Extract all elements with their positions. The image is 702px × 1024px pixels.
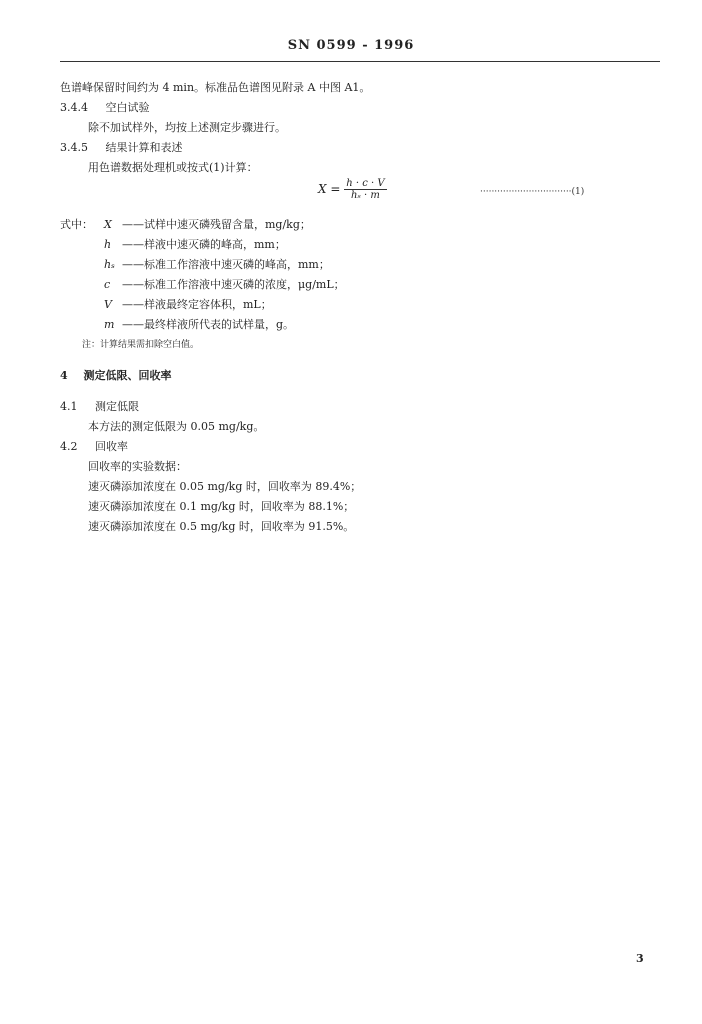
section-3-4-5-text: 用色谱数据处理机或按式(1)计算： [88, 161, 258, 174]
section-4-heading [60, 367, 172, 383]
section-4-2-intro: 回收率的实验数据： [88, 460, 187, 473]
recovery-line: 速灭磷添加浓度在 0.05 mg/kg 时，回收率为 89.4%； [88, 480, 362, 493]
where-lead: 式中： [60, 218, 93, 231]
where-item [104, 216, 311, 232]
where-item [104, 316, 294, 332]
section-4-2-heading [60, 438, 128, 454]
section-number: 4.1 [60, 400, 78, 413]
where-symbol: V [104, 298, 112, 311]
formula-numerator: h · c · V [346, 178, 385, 189]
section-title: 测定低限、回收率 [83, 369, 172, 382]
formula-number: ································(1) [480, 187, 585, 197]
where-description: ——标准工作溶液中速灭磷的峰高，mm； [122, 258, 330, 271]
formula [318, 178, 387, 201]
page-header-standard-number: SN 0599 - 1996 [287, 38, 415, 53]
continuation-line: 色谱峰保留时间约为 4 min。标准品色谱图见附录 A 中图 A1。 [60, 81, 371, 94]
where-description: ——样液最终定容体积，mL； [122, 298, 272, 311]
header-rule [60, 61, 660, 62]
where-description: ——试样中速灭磷残留含量，mg/kg； [122, 218, 311, 231]
recovery-line: 速灭磷添加浓度在 0.1 mg/kg 时，回收率为 88.1%； [88, 500, 355, 513]
where-symbol: X [104, 218, 112, 231]
section-title: 测定低限 [95, 400, 139, 413]
where-symbol: h [104, 238, 112, 251]
section-4-1-heading [60, 398, 139, 414]
where-symbol: c [104, 278, 111, 291]
where-symbol: m [104, 318, 115, 331]
formula-lhs: X = [318, 182, 341, 196]
section-title: 回收率 [95, 440, 128, 453]
section-number: 4 [60, 369, 68, 382]
where-item [104, 256, 330, 272]
formula-denominator: hₛ · m [351, 190, 380, 201]
where-item [104, 296, 272, 312]
section-3-4-5-heading [60, 139, 183, 155]
section-title: 结果计算和表述 [105, 141, 183, 154]
section-title: 空白试验 [105, 101, 150, 114]
where-description: ——样液中速灭磷的峰高，mm； [122, 238, 286, 251]
formula-fraction [344, 178, 386, 201]
section-4-1-text: 本方法的测定低限为 0.05 mg/kg。 [88, 420, 265, 433]
page-number: 3 [636, 952, 644, 965]
where-symbol: hₛ [104, 258, 115, 271]
section-number: 4.2 [60, 440, 78, 453]
section-number: 3.4.4 [60, 101, 88, 114]
section-3-4-4-text: 除不加试样外，均按上述测定步骤进行。 [88, 121, 286, 134]
where-item [104, 276, 345, 292]
section-number: 3.4.5 [60, 141, 88, 154]
where-item [104, 236, 286, 252]
where-description: ——标准工作溶液中速灭磷的浓度，μg/mL； [122, 278, 345, 291]
calc-note: 注：计算结果需扣除空白值。 [82, 340, 200, 350]
where-description: ——最终样液所代表的试样量，g。 [122, 318, 295, 331]
section-3-4-4-heading [60, 99, 150, 115]
recovery-line: 速灭磷添加浓度在 0.5 mg/kg 时，回收率为 91.5%。 [88, 520, 355, 533]
